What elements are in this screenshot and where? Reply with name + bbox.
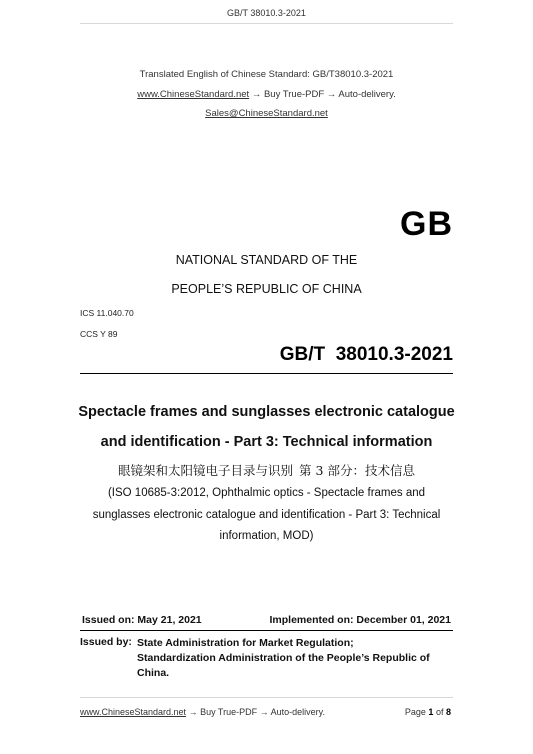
issuer-line-2: Standardization Administration of the People’s Republic of xyxy=(137,652,430,664)
running-header: GB/T 38010.3-2021 xyxy=(227,8,306,18)
iso-reference-line-2: sunglasses electronic catalogue and identification - Part 3: Technical xyxy=(92,509,441,521)
footer-site-suffix: → Buy True-PDF → Auto-delivery. xyxy=(188,707,325,717)
page-total: 8 xyxy=(445,707,451,717)
title-en-line-2: and identification - Part 3: Technical information xyxy=(100,434,433,450)
standard-number-rule xyxy=(80,373,453,374)
site-link[interactable]: www.ChineseStandard.net xyxy=(137,89,250,100)
gb-mark: GB xyxy=(400,205,453,243)
header-divider xyxy=(80,23,453,24)
footer-divider xyxy=(80,697,453,698)
ccs-code: CCS Y 89 xyxy=(80,329,118,339)
page-word: Page xyxy=(404,707,426,717)
issuer-label: Issued by: xyxy=(80,636,132,648)
email-link[interactable]: Sales@ChineseStandard.net xyxy=(205,108,328,119)
issuer-line-1: State Administration for Market Regulation; xyxy=(137,637,354,649)
email-line xyxy=(0,108,533,119)
site-suffix: → Buy True-PDF → Auto-delivery. xyxy=(251,89,396,100)
title-en-line-1: Spectacle frames and sunglasses electronic catalogue xyxy=(78,404,455,420)
issuer-line-3: China. xyxy=(137,667,170,679)
standard-number: GB/T 38010.3-2021 xyxy=(279,344,453,365)
issued-on-date: Issued on: May 21, 2021 xyxy=(82,614,202,626)
translation-note: Translated English of Chinese Standard: GB/T38010.3-2021 xyxy=(139,69,394,80)
iso-reference-line-1: (ISO 10685-3:2012, Ophthalmic optics - Spectacle frames and xyxy=(107,487,426,499)
page-indicator xyxy=(405,707,451,717)
footer-site-link[interactable]: www.ChineseStandard.net xyxy=(80,707,187,717)
ics-code: ICS 11.040.70 xyxy=(80,308,134,318)
title-cn-main: 眼镜架和太阳镜电子目录与识别 xyxy=(118,463,294,478)
national-standard-line-2: PEOPLE’S REPUBLIC OF CHINA xyxy=(171,282,362,296)
footer-purchase-line xyxy=(80,707,325,717)
implemented-on-date: Implemented on: December 01, 2021 xyxy=(269,614,451,626)
title-cn xyxy=(0,461,533,479)
purchase-line xyxy=(0,89,533,100)
dates-rule xyxy=(80,630,453,631)
national-standard-line-1: NATIONAL STANDARD OF THE xyxy=(175,253,358,267)
iso-reference-line-3: information, MOD) xyxy=(219,530,314,542)
page-of: of xyxy=(435,707,444,717)
title-cn-part: 第 3 部分：技术信息 xyxy=(299,463,415,478)
page-current: 1 xyxy=(428,707,434,717)
